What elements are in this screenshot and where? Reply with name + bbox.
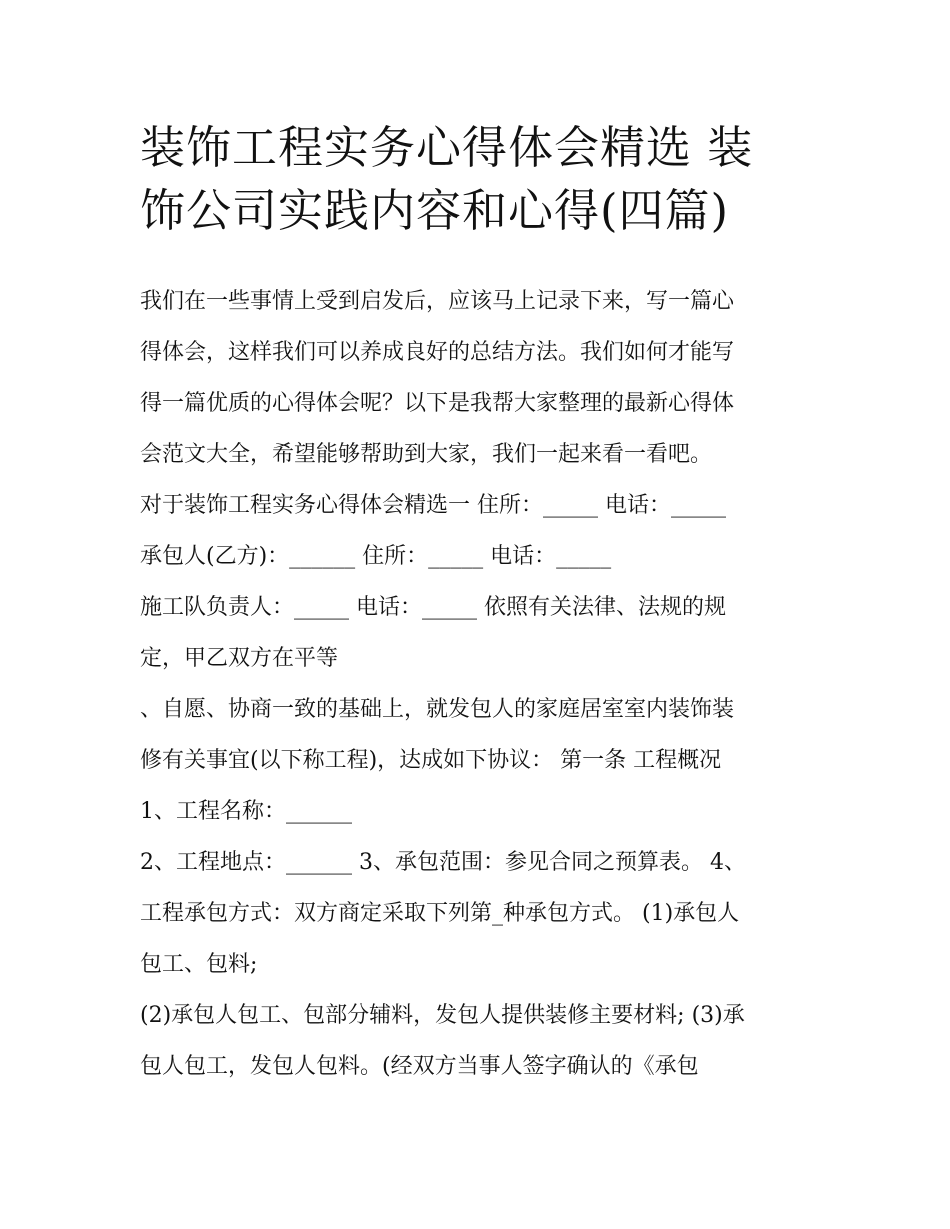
body-line-1: 我们在一些事情上受到启发后，应该马上记录下来，写一篇心: [140, 289, 735, 314]
body-line-12: 2、工程地点：______ 3、承包范围：参见合同之预算表。 4、: [140, 850, 746, 875]
body-line-10: 修有关事宜(以下称工程)，达成如下协议： 第一条 工程概况: [140, 748, 722, 773]
body-line-9: 、自愿、协商一致的基础上，就发包人的家庭居室室内装饰装: [140, 697, 735, 722]
body-line-5: 对于装饰工程实务心得体会精选一 住所：_____ 电话：_____: [140, 493, 726, 518]
body-line-2: 得体会，这样我们可以养成良好的总结方法。我们如何才能写: [140, 340, 735, 365]
document-body: [140, 276, 820, 1092]
title-line-1: 装饰工程实务心得体会精选 装: [140, 121, 754, 174]
body-line-4: 会范文大全，希望能够帮助到大家，我们一起来看一看吧。: [140, 442, 713, 467]
body-line-14: 包工、包料;: [140, 952, 258, 977]
body-line-15: (2)承包人包工、包部分辅料，发包人提供装修主要材料; (3)承: [140, 1003, 745, 1028]
body-line-7: 施工队负责人：_____ 电话：_____ 依照有关法律、法规的规: [140, 595, 726, 620]
body-line-13: 工程承包方式：双方商定采取下列第_种承包方式。 (1)承包人: [140, 901, 740, 926]
body-line-11: 1、工程名称：______: [140, 799, 352, 824]
title-line-2: 饰公司实践内容和心得(四篇): [140, 184, 730, 237]
body-line-8: 定，甲乙双方在平等: [140, 646, 339, 671]
body-line-3: 得一篇优质的心得体会呢？以下是我帮大家整理的最新心得体: [140, 391, 735, 416]
document-title: [140, 116, 840, 242]
body-line-6: 承包人(乙方)：______ 住所：_____ 电话：_____: [140, 544, 612, 569]
body-line-16: 包人包工，发包人包料。(经双方当事人签字确认的《承包: [140, 1054, 699, 1079]
